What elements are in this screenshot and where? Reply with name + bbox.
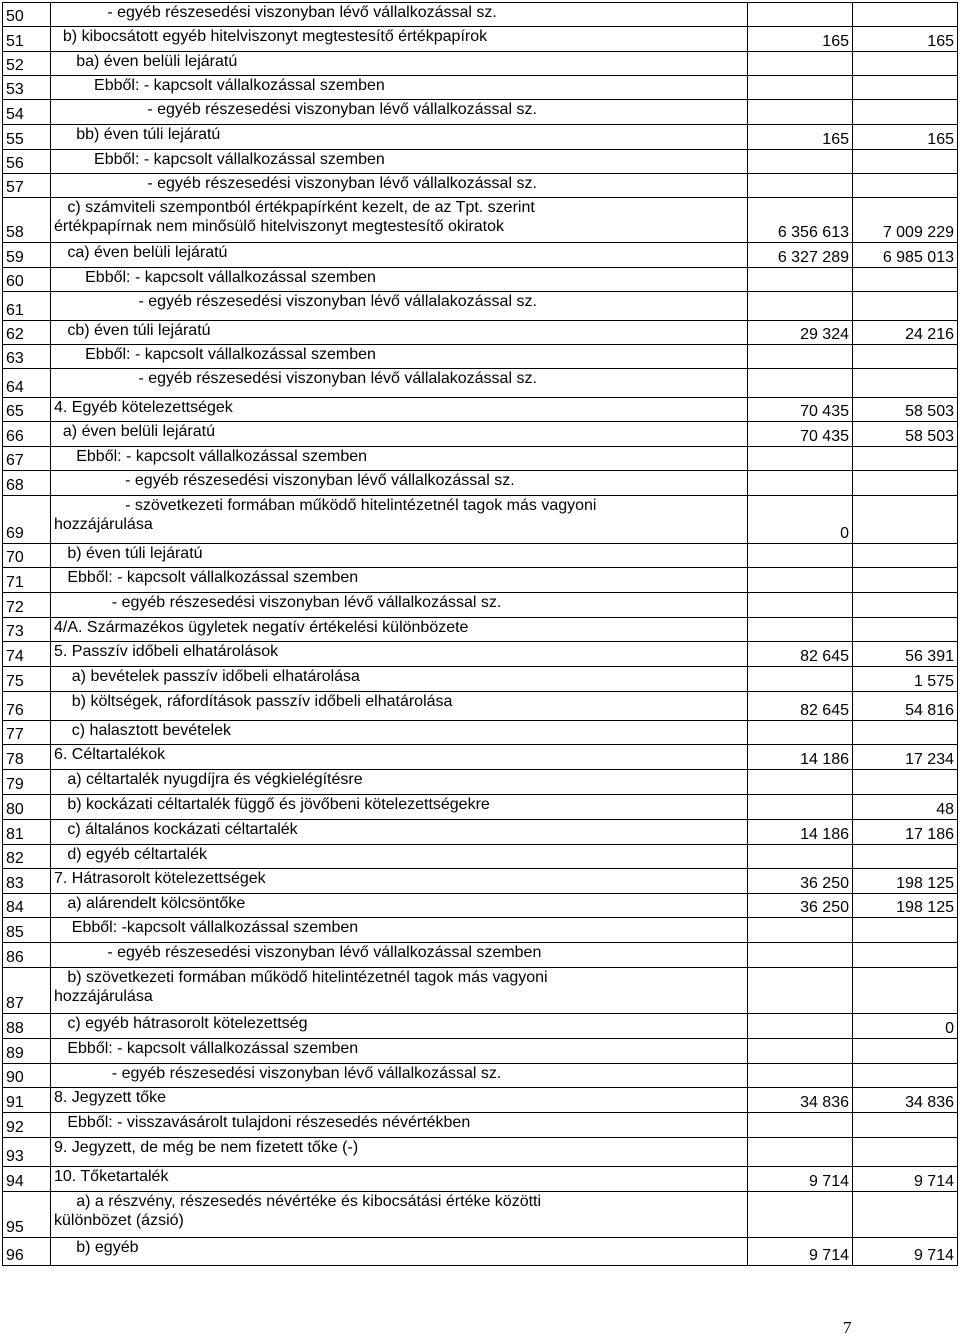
value-current-year (853, 496, 958, 544)
row-description: - egyéb részesedési viszonyban lévő vállalkozással sz. (51, 471, 748, 496)
row-description: Ebből: - kapcsolt vállalkozással szemben (51, 345, 748, 369)
row-description: 4/A. Származékos ügyletek negatív értékelési különbözete (51, 618, 748, 642)
value-previous-year (748, 3, 853, 27)
row-number: 65 (3, 398, 51, 422)
value-previous-year: 9 714 (748, 1167, 853, 1192)
row-number: 57 (3, 174, 51, 198)
row-description: ca) éven belüli lejáratú (51, 243, 748, 268)
row-number: 79 (3, 770, 51, 795)
row-number: 73 (3, 618, 51, 642)
row-number: 81 (3, 820, 51, 845)
row-description: - egyéb részesedési viszonyban lévő vállalkozással sz. (51, 174, 748, 198)
value-current-year (853, 150, 958, 174)
row-number: 76 (3, 692, 51, 721)
row-description: 8. Jegyzett tőke (51, 1088, 748, 1113)
table-row (3, 292, 958, 321)
value-current-year (853, 968, 958, 1014)
table-row (3, 345, 958, 369)
value-current-year: 58 503 (853, 422, 958, 447)
row-description: 9. Jegyzett, de még be nem fizetett tőke (-) (51, 1138, 748, 1167)
table-row (3, 27, 958, 52)
table-row (3, 398, 958, 422)
row-description: Ebből: - kapcsolt vállalkozással szemben (51, 76, 748, 100)
value-current-year (853, 918, 958, 943)
row-number: 53 (3, 76, 51, 100)
row-description: Ebből: - visszavásárolt tulajdoni részesedés névértékben (51, 1113, 748, 1138)
table-row (3, 544, 958, 568)
value-previous-year: 6 327 289 (748, 243, 853, 268)
value-previous-year: 9 714 (748, 1238, 853, 1266)
table-row (3, 52, 958, 76)
table-row (3, 568, 958, 593)
value-previous-year (748, 1039, 853, 1064)
table-row (3, 1064, 958, 1088)
table-row (3, 471, 958, 496)
row-number: 62 (3, 321, 51, 345)
value-current-year (853, 76, 958, 100)
table-row (3, 3, 958, 27)
row-number: 83 (3, 869, 51, 894)
table-row (3, 1138, 958, 1167)
value-previous-year (748, 918, 853, 943)
row-number: 80 (3, 795, 51, 820)
table-row (3, 869, 958, 894)
row-description: - egyéb részesedési viszonyban lévő vállalkozással szemben (51, 943, 748, 968)
value-current-year: 165 (853, 27, 958, 52)
table-row (3, 321, 958, 345)
row-number: 91 (3, 1088, 51, 1113)
row-description: a) a részvény, részesedés névértéke és kibocsátási értéke közötti különbözet (ázsió) (51, 1192, 748, 1238)
value-current-year (853, 3, 958, 27)
value-current-year: 7 009 229 (853, 198, 958, 243)
value-previous-year (748, 1192, 853, 1238)
value-current-year: 48 (853, 795, 958, 820)
value-previous-year: 14 186 (748, 745, 853, 770)
value-previous-year (748, 268, 853, 292)
value-current-year: 6 985 013 (853, 243, 958, 268)
table-row (3, 1113, 958, 1138)
value-current-year: 56 391 (853, 642, 958, 667)
row-number: 58 (3, 198, 51, 243)
value-previous-year (748, 618, 853, 642)
value-previous-year: 82 645 (748, 642, 853, 667)
row-number: 66 (3, 422, 51, 447)
value-previous-year (748, 447, 853, 471)
table-row (3, 692, 958, 721)
row-description: - egyéb részesedési viszonyban lévő vállalakozással sz. (51, 369, 748, 398)
row-number: 94 (3, 1167, 51, 1192)
value-previous-year (748, 471, 853, 496)
value-previous-year: 165 (748, 125, 853, 150)
value-previous-year (748, 1113, 853, 1138)
value-previous-year: 36 250 (748, 869, 853, 894)
page-number: 7 (843, 1318, 852, 1337)
row-number: 67 (3, 447, 51, 471)
value-previous-year: 70 435 (748, 422, 853, 447)
table-row (3, 593, 958, 618)
table-row (3, 1167, 958, 1192)
table-row (3, 770, 958, 795)
value-current-year (853, 943, 958, 968)
value-current-year (853, 52, 958, 76)
row-number: 85 (3, 918, 51, 943)
value-previous-year (748, 345, 853, 369)
value-previous-year: 36 250 (748, 894, 853, 918)
row-number: 59 (3, 243, 51, 268)
value-previous-year (748, 1138, 853, 1167)
table-row (3, 1039, 958, 1064)
value-previous-year (748, 968, 853, 1014)
value-current-year: 198 125 (853, 869, 958, 894)
value-previous-year (748, 667, 853, 692)
value-current-year (853, 845, 958, 869)
value-previous-year (748, 943, 853, 968)
value-previous-year (748, 845, 853, 869)
row-description: b) szövetkezeti formában működő hitelintézetnél tagok más vagyoni hozzájárulása (51, 968, 748, 1014)
row-description: a) éven belüli lejáratú (51, 422, 748, 447)
value-previous-year (748, 544, 853, 568)
row-description: d) egyéb céltartalék (51, 845, 748, 869)
balance-sheet-table (2, 2, 958, 1266)
value-current-year: 165 (853, 125, 958, 150)
value-current-year (853, 292, 958, 321)
row-description: c) halasztott bevételek (51, 721, 748, 745)
value-previous-year (748, 1064, 853, 1088)
row-description: - egyéb részesedési viszonyban lévő vállalkozással sz. (51, 3, 748, 27)
value-current-year (853, 544, 958, 568)
value-previous-year (748, 52, 853, 76)
table-row (3, 1238, 958, 1266)
row-description: Ebből: - kapcsolt vállalkozással szemben (51, 447, 748, 471)
row-description: 4. Egyéb kötelezettségek (51, 398, 748, 422)
value-previous-year: 82 645 (748, 692, 853, 721)
row-description: 7. Hátrasorolt kötelezettségek (51, 869, 748, 894)
table-row (3, 447, 958, 471)
row-number: 61 (3, 292, 51, 321)
table-row (3, 845, 958, 869)
row-description: b) költségek, ráfordítások passzív időbeli elhatárolása (51, 692, 748, 721)
row-number: 86 (3, 943, 51, 968)
value-previous-year (748, 292, 853, 321)
value-current-year (853, 268, 958, 292)
value-current-year: 1 575 (853, 667, 958, 692)
table-row (3, 198, 958, 243)
row-number: 50 (3, 3, 51, 27)
table-row (3, 918, 958, 943)
value-previous-year (748, 76, 853, 100)
table-row (3, 76, 958, 100)
row-number: 74 (3, 642, 51, 667)
table-row (3, 618, 958, 642)
row-description: b) kockázati céltartalék függő és jövőbeni kötelezettségekre (51, 795, 748, 820)
value-previous-year (748, 150, 853, 174)
value-current-year: 9 714 (853, 1167, 958, 1192)
value-current-year (853, 1192, 958, 1238)
table-row (3, 820, 958, 845)
row-description: - egyéb részesedési viszonyban lévő vállalakozással sz. (51, 292, 748, 321)
row-description: Ebből: - kapcsolt vállalkozással szemben (51, 568, 748, 593)
row-number: 64 (3, 369, 51, 398)
value-current-year (853, 369, 958, 398)
row-number: 87 (3, 968, 51, 1014)
value-current-year: 24 216 (853, 321, 958, 345)
row-number: 75 (3, 667, 51, 692)
row-description: a) alárendelt kölcsöntőke (51, 894, 748, 918)
value-previous-year: 34 836 (748, 1088, 853, 1113)
table-row (3, 268, 958, 292)
table-row (3, 150, 958, 174)
value-current-year (853, 770, 958, 795)
table-row (3, 894, 958, 918)
value-previous-year (748, 568, 853, 593)
table-row (3, 422, 958, 447)
value-previous-year (748, 795, 853, 820)
table-row (3, 1192, 958, 1238)
table-row (3, 642, 958, 667)
table-row (3, 100, 958, 125)
table-row (3, 968, 958, 1014)
row-number: 54 (3, 100, 51, 125)
row-number: 72 (3, 593, 51, 618)
row-description: Ebből: - kapcsolt vállalkozással szemben (51, 1039, 748, 1064)
table-row (3, 667, 958, 692)
value-previous-year: 165 (748, 27, 853, 52)
row-number: 93 (3, 1138, 51, 1167)
value-current-year: 0 (853, 1014, 958, 1039)
row-description: Ebből: -kapcsolt vállalkozással szemben (51, 918, 748, 943)
row-description: b) egyéb (51, 1238, 748, 1266)
row-number: 89 (3, 1039, 51, 1064)
value-current-year (853, 447, 958, 471)
value-previous-year (748, 593, 853, 618)
row-description: c) általános kockázati céltartalék (51, 820, 748, 845)
row-description: b) éven túli lejáratú (51, 544, 748, 568)
value-previous-year (748, 100, 853, 125)
row-description: c) számviteli szempontból értékpapírként kezelt, de az Tpt. szerint értékpapírnak nem minősülő hitelviszonyt megtestesítő okiratok (51, 198, 748, 243)
table-row (3, 1014, 958, 1039)
value-previous-year: 70 435 (748, 398, 853, 422)
row-number: 68 (3, 471, 51, 496)
value-previous-year (748, 1014, 853, 1039)
value-previous-year: 29 324 (748, 321, 853, 345)
row-description: 6. Céltartalékok (51, 745, 748, 770)
row-number: 92 (3, 1113, 51, 1138)
value-current-year (853, 100, 958, 125)
row-number: 95 (3, 1192, 51, 1238)
table-row (3, 369, 958, 398)
row-description: ba) éven belüli lejáratú (51, 52, 748, 76)
table-row (3, 745, 958, 770)
value-previous-year: 0 (748, 496, 853, 544)
value-previous-year: 6 356 613 (748, 198, 853, 243)
row-number: 96 (3, 1238, 51, 1266)
row-description: Ebből: - kapcsolt vállalkozással szemben (51, 150, 748, 174)
row-description: a) céltartalék nyugdíjra és végkielégítésre (51, 770, 748, 795)
row-description: b) kibocsátott egyéb hitelviszonyt megtestesítő értékpapírok (51, 27, 748, 52)
row-number: 55 (3, 125, 51, 150)
row-description: - egyéb részesedési viszonyban lévő vállalkozással sz. (51, 1064, 748, 1088)
row-description: - egyéb részesedési viszonyban lévő vállalkozással sz. (51, 100, 748, 125)
row-number: 52 (3, 52, 51, 76)
value-previous-year (748, 770, 853, 795)
table-row (3, 943, 958, 968)
value-current-year (853, 721, 958, 745)
value-current-year: 9 714 (853, 1238, 958, 1266)
value-current-year: 17 186 (853, 820, 958, 845)
value-current-year (853, 471, 958, 496)
value-current-year (853, 1039, 958, 1064)
row-description: Ebből: - kapcsolt vállalkozással szemben (51, 268, 748, 292)
table-row (3, 243, 958, 268)
table-row (3, 721, 958, 745)
value-previous-year: 14 186 (748, 820, 853, 845)
row-description: 10. Tőketartalék (51, 1167, 748, 1192)
value-current-year (853, 618, 958, 642)
value-current-year (853, 174, 958, 198)
table-row (3, 174, 958, 198)
row-description: c) egyéb hátrasorolt kötelezettség (51, 1014, 748, 1039)
value-previous-year (748, 369, 853, 398)
row-description: - szövetkezeti formában működő hitelintézetnél tagok más vagyoni hozzájárulása (51, 496, 748, 544)
value-current-year: 58 503 (853, 398, 958, 422)
row-number: 63 (3, 345, 51, 369)
value-current-year: 34 836 (853, 1088, 958, 1113)
row-number: 71 (3, 568, 51, 593)
value-previous-year (748, 174, 853, 198)
row-number: 88 (3, 1014, 51, 1039)
row-number: 82 (3, 845, 51, 869)
value-current-year: 17 234 (853, 745, 958, 770)
row-description: 5. Passzív időbeli elhatárolások (51, 642, 748, 667)
row-number: 60 (3, 268, 51, 292)
row-number: 51 (3, 27, 51, 52)
row-description: cb) éven túli lejáratú (51, 321, 748, 345)
table-row (3, 795, 958, 820)
row-number: 78 (3, 745, 51, 770)
row-number: 77 (3, 721, 51, 745)
value-current-year (853, 568, 958, 593)
value-current-year: 54 816 (853, 692, 958, 721)
value-current-year (853, 1138, 958, 1167)
value-current-year (853, 593, 958, 618)
value-current-year (853, 1113, 958, 1138)
row-number: 90 (3, 1064, 51, 1088)
row-description: bb) éven túli lejáratú (51, 125, 748, 150)
table-row (3, 125, 958, 150)
value-previous-year (748, 721, 853, 745)
row-number: 56 (3, 150, 51, 174)
row-description: - egyéb részesedési viszonyban lévő vállalkozással sz. (51, 593, 748, 618)
row-number: 70 (3, 544, 51, 568)
value-current-year (853, 345, 958, 369)
table-row (3, 1088, 958, 1113)
table-row (3, 496, 958, 544)
table-body (3, 3, 958, 1266)
row-number: 84 (3, 894, 51, 918)
row-description: a) bevételek passzív időbeli elhatárolása (51, 667, 748, 692)
value-current-year: 198 125 (853, 894, 958, 918)
row-number: 69 (3, 496, 51, 544)
value-current-year (853, 1064, 958, 1088)
